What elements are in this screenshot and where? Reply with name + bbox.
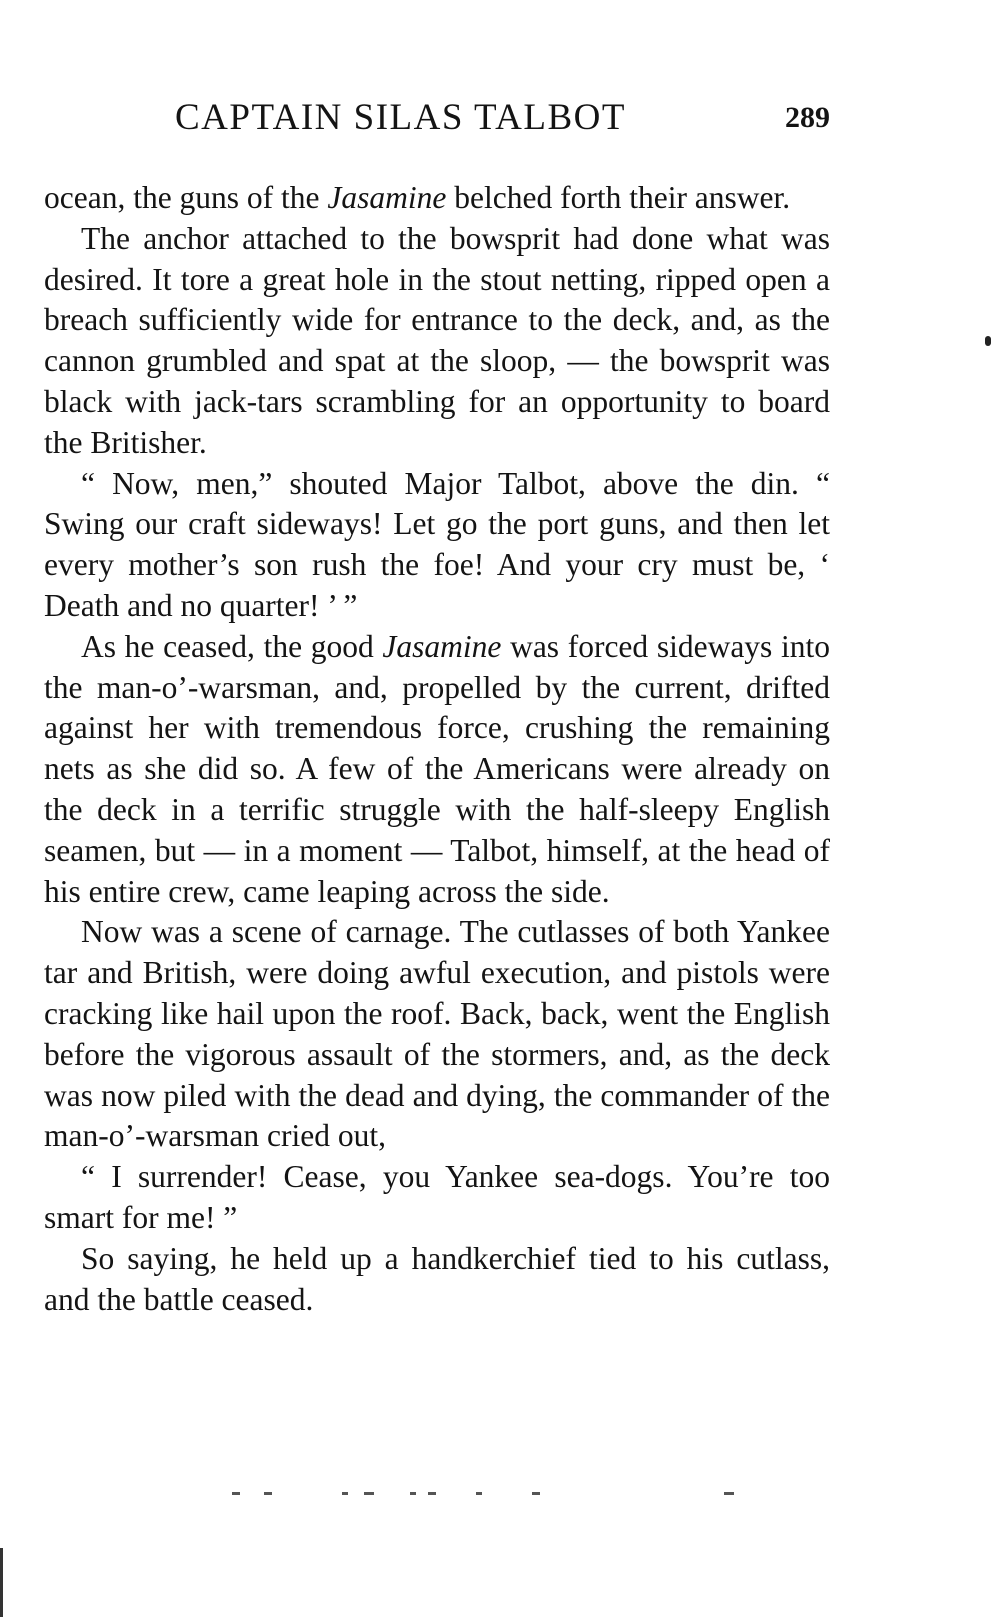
ship-name-emphasis: Jasamine bbox=[327, 180, 447, 215]
speck bbox=[410, 1492, 416, 1495]
speck bbox=[428, 1492, 436, 1495]
body-text bbox=[44, 178, 830, 1320]
speck bbox=[476, 1492, 482, 1495]
paragraph-4 bbox=[44, 627, 830, 913]
paragraph-1-text-a: ocean, the guns of the bbox=[44, 180, 328, 215]
paragraph-5: Now was a scene of carnage. The cutlasses of both Yankee tar and British, were doing awful execution, and pistols were cracking like hail upon the roof. Back, back, went the English before the vigorous assault of the stormers, and, as the deck was now piled with the dead and dying, the commander of the man-o’-warsman cried out, bbox=[44, 914, 830, 1154]
running-header bbox=[175, 94, 830, 142]
paragraph-3: “ Now, men,” shouted Major Talbot, above the din. “ Swing our craft sideways! Let go the port guns, and then let every mother’s son rush the foe! And your cry must be, ‘ Death and no quarter! ’ ” bbox=[44, 465, 830, 623]
running-title: CAPTAIN SILAS TALBOT bbox=[175, 97, 626, 138]
paragraph-4-text-a: As he ceased, the good bbox=[81, 628, 383, 664]
scan-edge-shadow bbox=[0, 1548, 3, 1617]
scan-artifact-specks bbox=[232, 1492, 742, 1496]
paragraph-1-text-b: belched forth their answer. bbox=[446, 180, 791, 215]
paragraph-2: The anchor attached to the bowsprit had done what was desired. It tore a great hole in the stout netting, ripped open a breach sufficiently wide for entrance to the deck, and, as the cannon grumbled and spat at the sloop, — the bowsprit was black with jack-tars scrambling for an opportunity to board the Britisher. bbox=[44, 220, 830, 460]
paragraph-7: So saying, he held up a handkerchief tied to his cutlass, and the battle ceased. bbox=[44, 1240, 830, 1317]
speck bbox=[342, 1492, 348, 1495]
scan-artifact-dot bbox=[985, 336, 991, 346]
speck bbox=[364, 1492, 374, 1495]
paragraph-1 bbox=[44, 178, 830, 219]
speck bbox=[264, 1492, 272, 1495]
ship-name-emphasis: Jasamine bbox=[382, 628, 502, 664]
speck bbox=[724, 1492, 734, 1495]
paragraph-4-text-b: was forced sideways into the man-o’-warsman, and, propelled by the current, drifted against her with tremendous force, crushing the remaining nets as she did so. A few of the Americans were already on the deck in a terrific struggle with the half-sleepy English seamen, but — in a moment — Talbot, himself, at the head of his entire crew, came leaping across the side. bbox=[44, 628, 830, 909]
speck bbox=[232, 1492, 240, 1495]
page-number: 289 bbox=[785, 101, 830, 134]
paragraph-6: “ I surrender! Cease, you Yankee sea-dogs. You’re too smart for me! ” bbox=[44, 1159, 830, 1235]
speck bbox=[532, 1492, 540, 1495]
